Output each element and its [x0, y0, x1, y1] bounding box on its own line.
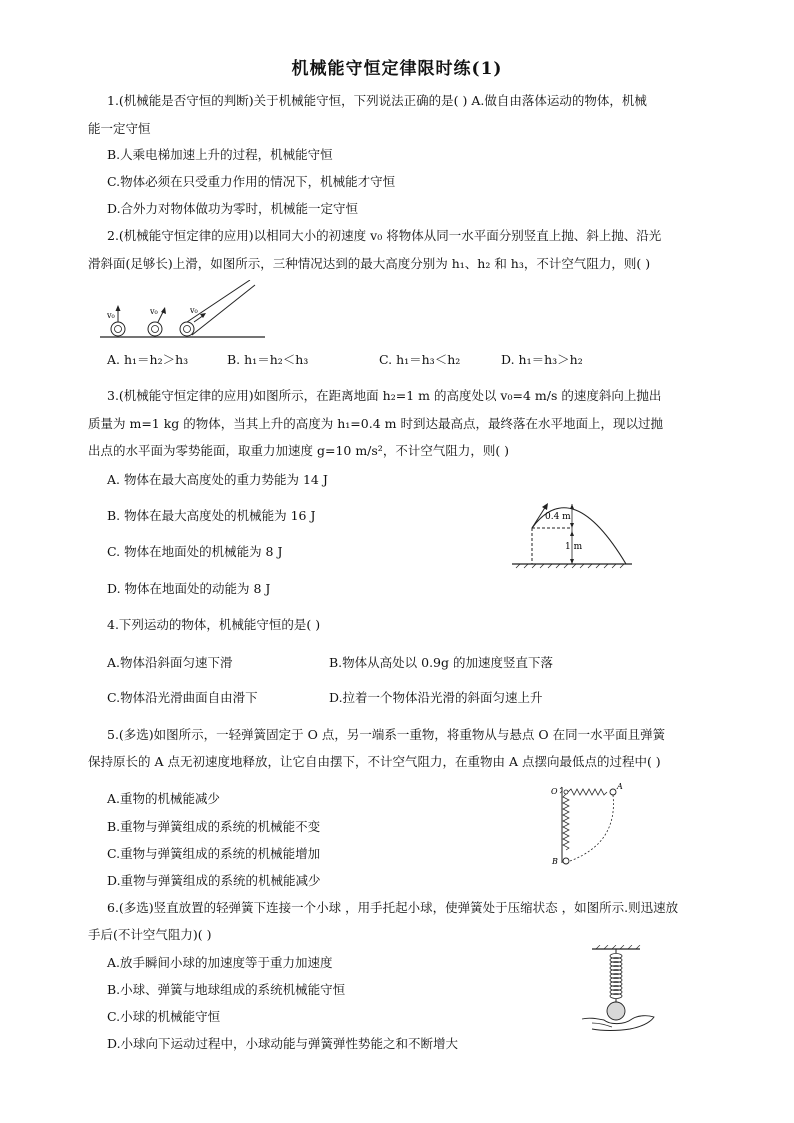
- q3-stem-line1: 3.(机械能守恒定律的应用)如图所示，在距离地面 h₂=1 m 的高度处以 v₀=4 m/s 的速度斜向上抛出: [107, 388, 662, 403]
- q3-option-c: C. 物体在地面处的机械能为 8 J: [107, 544, 283, 559]
- q5-stem-line2: 保持原长的 A 点无初速度地释放，让它自由摆下，不计空气阻力，在重物由 A 点摆向最低点的过程中( ): [88, 754, 661, 769]
- q3-stem-line3: 出点的水平面为零势能面，取重力加速度 g=10 m/s²，不计空气阻力，则( ): [88, 443, 510, 458]
- q2-stem-line2: 滑斜面(足够长)上滑，如图所示，三种情况达到的最大高度分别为 h₁、h₂ 和 h₃，不计空气阻力，则( ): [88, 256, 651, 271]
- q5-option-a: A.重物的机械能减少: [107, 791, 221, 806]
- q1-stem-line2: 能一定守恒: [88, 121, 151, 136]
- q2-option-b: B. h₁＝h₂＜h₃: [227, 352, 309, 367]
- q4-options-row2: [107, 690, 757, 706]
- q4-option-a: A.物体沿斜面匀速下滑: [107, 655, 233, 670]
- q6-option-b: B.小球、弹簧与地球组成的系统机械能守恒: [107, 982, 346, 997]
- q1-option-c: C.物体必须在只受重力作用的情况下，机械能才守恒: [107, 174, 396, 189]
- q2-option-a: A. h₁＝h₂＞h₃: [107, 352, 189, 367]
- q6-figure: [578, 945, 658, 1035]
- q5-option-d: D.重物与弹簧组成的系统的机械能减少: [107, 873, 321, 888]
- q3-option-b: B. 物体在最大高度处的机械能为 16 J: [107, 508, 316, 523]
- q1-option-b: B.人乘电梯加速上升的过程，机械能守恒: [107, 147, 333, 162]
- q6-option-a: A.放手瞬间小球的加速度等于重力加速度: [107, 955, 333, 970]
- q5-figure: [550, 783, 640, 873]
- q3-option-d: D. 物体在地面处的动能为 8 J: [107, 581, 271, 596]
- q2-fig-label-3: v₀: [190, 306, 198, 315]
- q4-option-c: C.物体沿光滑曲面自由滑下: [107, 690, 258, 705]
- q3-stem-line2: 质量为 m=1 kg 的物体，当其上升的高度为 h₁=0.4 m 时到达最高点，最终落在水平地面上，现以过抛: [88, 416, 663, 431]
- q2-option-d: D. h₁＝h₃＞h₂: [501, 352, 583, 367]
- q2-stem-line1: 2.(机械能守恒定律的应用)以相同大小的初速度 v₀ 将物体从同一水平面分别竖直上抛、斜上抛、沿光: [107, 228, 662, 243]
- q2-fig-label-1: v₀: [107, 311, 115, 320]
- page-title: 机械能守恒定律限时练(1): [291, 59, 503, 79]
- q4-option-b: B.物体从高处以 0.9g 的加速度竖直下落: [329, 655, 553, 670]
- q2-figure: [100, 280, 270, 342]
- q5-option-b: B.重物与弹簧组成的系统的机械能不变: [107, 819, 321, 834]
- q2-fig-label-2: v₀: [150, 307, 158, 316]
- q6-stem-line1: 6.(多选)竖直放置的轻弹簧下连接一个小球 ，用手托起小球，使弹簧处于压缩状态 ，如图所示.则迅速放: [107, 900, 679, 915]
- q2-options: [107, 352, 757, 368]
- q4-option-d: D.拉着一个物体沿光滑的斜面匀速上升: [329, 690, 543, 705]
- q1-stem-line1: 1.(机械能是否守恒的判断)关于机械能守恒，下列说法正确的是( ) A.做自由落体运动的物体，机械: [107, 93, 647, 108]
- q5-option-c: C.重物与弹簧组成的系统的机械能增加: [107, 846, 321, 861]
- q5-stem-line1: 5.(多选)如图所示，一轻弹簧固定于 O 点，另一端系一重物，将重物从与悬点 O 在同一水平面且弹簧: [107, 727, 666, 742]
- q6-option-c: C.小球的机械能守恒: [107, 1009, 221, 1024]
- q3-figure: [510, 494, 640, 569]
- q6-stem-line2: 手后(不计空气阻力)( ): [88, 927, 212, 942]
- q4-stem: 4.下列运动的物体，机械能守恒的是( ): [107, 617, 321, 632]
- q4-options-row1: [107, 655, 757, 671]
- q3-fig-label-height1: 0.4 m: [545, 512, 571, 522]
- q5-fig-label-a: A: [617, 783, 623, 791]
- q1-option-d: D.合外力对物体做功为零时，机械能一定守恒: [107, 201, 359, 216]
- q5-fig-label-b: B: [552, 857, 558, 866]
- q3-option-a: A. 物体在最大高度处的重力势能为 14 J: [107, 472, 328, 487]
- q3-fig-label-height2: 1 m: [565, 542, 583, 552]
- q6-option-d: D.小球向下运动过程中，小球动能与弹簧弹性势能之和不断增大: [107, 1036, 459, 1051]
- q2-option-c: C. h₁＝h₃＜h₂: [379, 352, 461, 367]
- q5-fig-label-o: O: [551, 787, 558, 796]
